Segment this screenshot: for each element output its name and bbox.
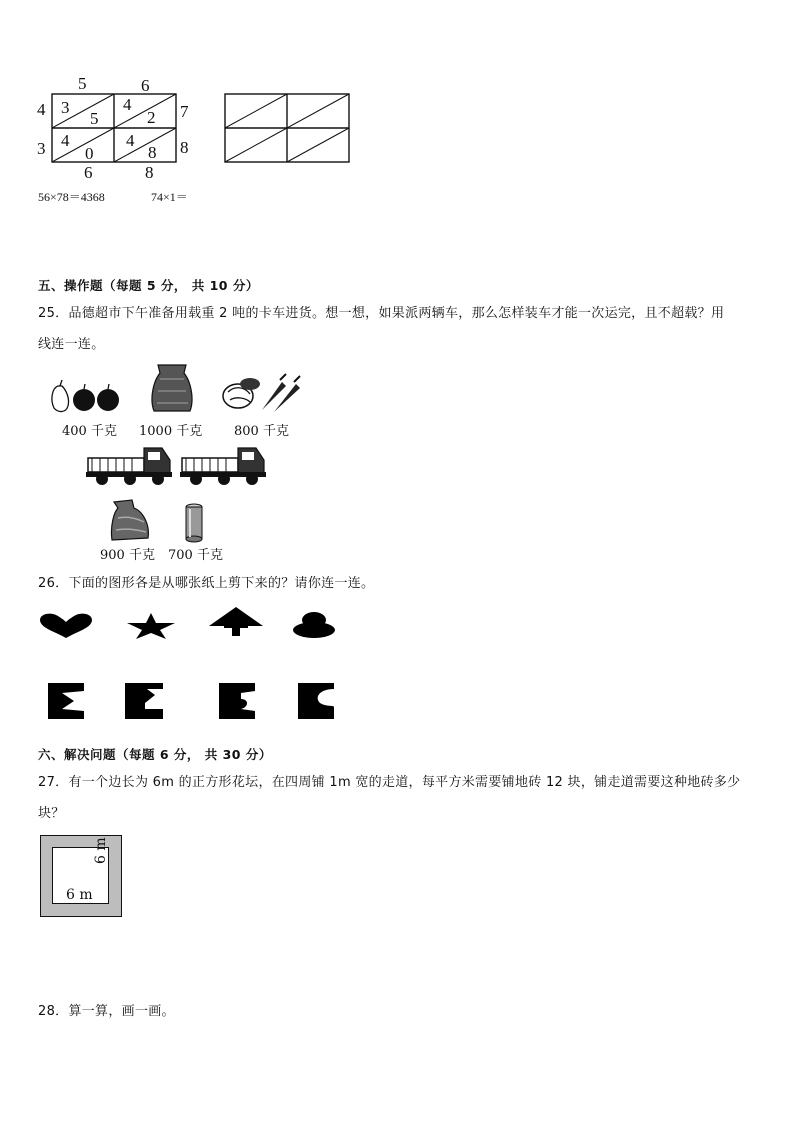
task-equation: 74×1＝ (151, 190, 188, 204)
lattice-left-digit-1: 4 (37, 100, 46, 119)
example-equation: 56×78＝4368 (38, 190, 105, 204)
lattice-top-digit-1: 5 (78, 74, 87, 93)
goods-weight-barrel: 700 千克 (168, 548, 223, 563)
lattice-cell-2-ones: 2 (147, 108, 156, 127)
goods-weight-sack: 1000 千克 (139, 424, 203, 439)
lattice-cell-1-ones: 5 (90, 109, 99, 128)
section-6-title: 六、解决问题（每题 6 分， 共 30 分） (38, 747, 272, 762)
lattice-right-digit-2: 8 (180, 138, 189, 157)
lattice-cell-3-ones: 0 (85, 144, 94, 163)
goods-weight-flour: 900 千克 (100, 548, 155, 563)
goods-weight-fruit: 400 千克 (62, 424, 117, 439)
truck-icon-1[interactable] (86, 444, 174, 486)
grain-sack-icon[interactable] (148, 363, 196, 413)
lattice-top-digit-2: 6 (141, 76, 150, 95)
star-shape-icon[interactable] (125, 612, 177, 640)
flour-bag-icon[interactable] (108, 498, 152, 542)
heart-shape-icon[interactable] (38, 612, 94, 640)
lattice-bottom-digit-2: 8 (145, 163, 154, 182)
truck-icon-2[interactable] (180, 444, 268, 486)
flowerbed-diagram (40, 835, 122, 917)
lattice-left-digit-2: 3 (37, 139, 46, 158)
vegetables-icon[interactable] (220, 372, 302, 414)
flowerbed-label-bottom: 6 m (66, 887, 93, 903)
goods-weight-vegetables: 800 千克 (234, 424, 289, 439)
lattice-cell-2-tens: 4 (123, 95, 132, 114)
cut-paper-4[interactable] (298, 683, 334, 719)
lattice-bottom-digit-1: 6 (84, 163, 93, 182)
q26-text: 26．下面的图形各是从哪张纸上剪下来的？请你连一连。 (38, 576, 375, 591)
q25-text-line1: 25．品德超市下午准备用载重 2 吨的卡车进货。想一想，如果派两辆车，那么怎样装车才能一次运完，且不超载？用 (38, 306, 725, 321)
fruit-icon[interactable] (46, 378, 122, 414)
cut-paper-1[interactable] (48, 683, 84, 719)
lattice-cell-4-ones: 8 (148, 143, 157, 162)
q25-text-line2: 线连一连。 (38, 337, 105, 352)
lattice-right-digit-1: 7 (180, 102, 189, 121)
lattice-cell-1-tens: 3 (61, 98, 70, 117)
q27-text-line1: 27．有一个边长为 6m 的正方形花坛，在四周铺 1m 宽的走道，每平方米需要铺地砖 12 块，铺走道需要这种地砖多少 (38, 775, 741, 790)
flowerbed-label-side: 6 m (93, 837, 109, 864)
cut-paper-3[interactable] (219, 683, 255, 719)
lattice-cell-3-tens: 4 (61, 131, 70, 150)
q28-text: 28．算一算，画一画。 (38, 1004, 175, 1019)
lattice-cell-4-tens: 4 (126, 131, 135, 150)
section-5-title: 五、操作题（每题 5 分， 共 10 分） (38, 278, 259, 293)
mushroom-shape-icon[interactable] (292, 611, 336, 639)
cut-paper-2[interactable] (125, 683, 163, 719)
empty-lattice-grid[interactable] (0, 0, 794, 200)
arrow-shape-icon[interactable] (208, 606, 264, 638)
q27-text-line2: 块？ (38, 806, 65, 821)
barrel-icon[interactable] (184, 503, 204, 543)
